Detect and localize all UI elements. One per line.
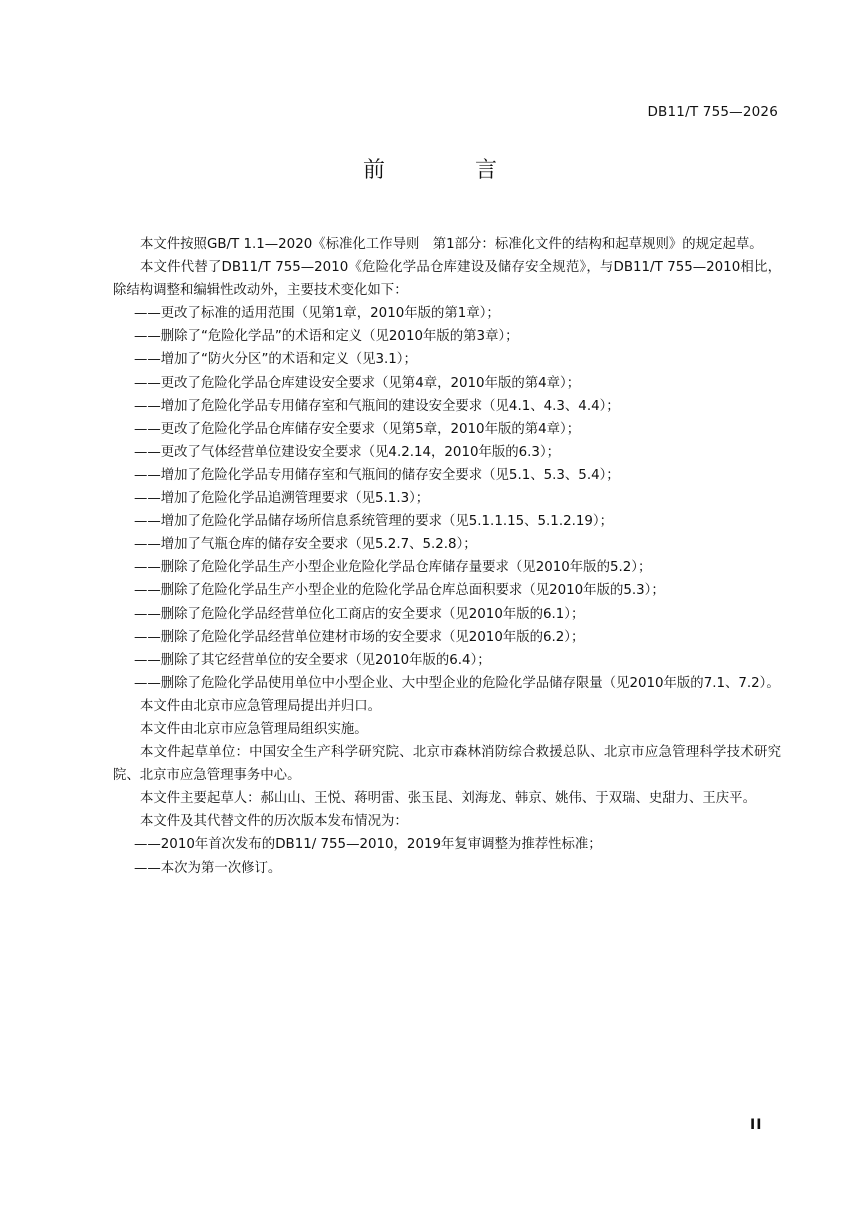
list-item: ——删除了“危险化学品”的术语和定义（见2010年版的第3章）； — [134, 329, 519, 345]
changes-list — [113, 302, 781, 695]
list-item: ——增加了气瓶仓库的储存安全要求（见5.2.7、5.2.8）； — [134, 537, 477, 553]
list-item: ——更改了危险化学品仓库储存安全要求（见第5章，2010年版的第4章）； — [134, 421, 581, 437]
foreword-body — [113, 233, 781, 880]
list-item: ——删除了危险化学品使用单位中小型企业、大中型企业的危险化学品储存限量（见2010年版的7.1、7.2）。 — [134, 675, 780, 691]
list-item: ——删除了危险化学品经营单位化工商店的安全要求（见2010年版的6.1）； — [134, 606, 585, 622]
list-item: ——增加了危险化学品专用储存室和气瓶间的建设安全要求（见4.1、4.3、4.4）； — [134, 398, 620, 414]
list-item: ——删除了危险化学品生产小型企业危险化学品仓库储存量要求（见2010年版的5.2）； — [134, 560, 652, 576]
list-item: ——2010年首次发布的DB11/ 755—2010，2019年复审调整为推荐性标准； — [134, 837, 602, 853]
list-item: ——本次为第一次修订。 — [134, 860, 282, 876]
list-item: ——删除了危险化学品经营单位建材市场的安全要求（见2010年版的6.2）； — [134, 629, 585, 645]
list-item: ——增加了“防火分区”的术语和定义（见3.1）； — [134, 352, 417, 368]
list-item: ——增加了危险化学品追溯管理要求（见5.1.3）； — [134, 491, 430, 507]
list-item: ——增加了危险化学品专用储存室和气瓶间的储存安全要求（见5.1、5.3、5.4）； — [134, 467, 620, 483]
list-item: ——删除了危险化学品生产小型企业的危险化学品仓库总面积要求（见2010年版的5.3）； — [134, 583, 665, 599]
paragraph-drafting-units: 本文件起草单位：中国安全生产科学研究院、北京市森林消防综合救援总队、北京市应急管理科学技术研究院、北京市应急管理事务中心。 — [113, 745, 781, 784]
paragraph-drafters: 本文件主要起草人：郝山山、王悦、蒋明雷、张玉昆、刘海龙、韩京、姚伟、于双瑞、史甜力、王庆平。 — [140, 791, 756, 807]
paragraph-implementer: 本文件由北京市应急管理局组织实施。 — [140, 721, 368, 737]
page-title: 前 言 — [362, 158, 531, 183]
list-item: ——更改了危险化学品仓库建设安全要求（见第4章，2010年版的第4章）； — [134, 375, 581, 391]
paragraph-drafting-basis: 本文件按照GB/T 1.1—2020《标准化工作导则 第1部分：标准化文件的结构和起草规则》的规定起草。 — [140, 237, 763, 252]
list-item: ——增加了危险化学品储存场所信息系统管理的要求（见5.1.1.15、5.1.2.19）； — [134, 514, 613, 530]
document-code: DB11/T 755—2026 — [647, 104, 778, 120]
paragraph-replacement: 本文件代替了DB11/T 755—2010《危险化学品仓库建设及储存安全规范》，与DB11/T 755—2010相比，除结构调整和编辑性改动外，主要技术变化如下： — [113, 260, 781, 299]
history-list — [113, 833, 781, 879]
paragraph-version-history: 本文件及其代替文件的历次版本发布情况为： — [140, 814, 408, 830]
list-item: ——更改了气体经营单位建设安全要求（见4.2.14，2010年版的6.3）； — [134, 444, 561, 460]
list-item: ——删除了其它经营单位的安全要求（见2010年版的6.4）； — [134, 652, 491, 668]
page-number: II — [750, 1117, 763, 1133]
list-item: ——更改了标准的适用范围（见第1章，2010年版的第1章）； — [134, 306, 500, 322]
paragraph-proposer: 本文件由北京市应急管理局提出并归口。 — [140, 698, 382, 714]
